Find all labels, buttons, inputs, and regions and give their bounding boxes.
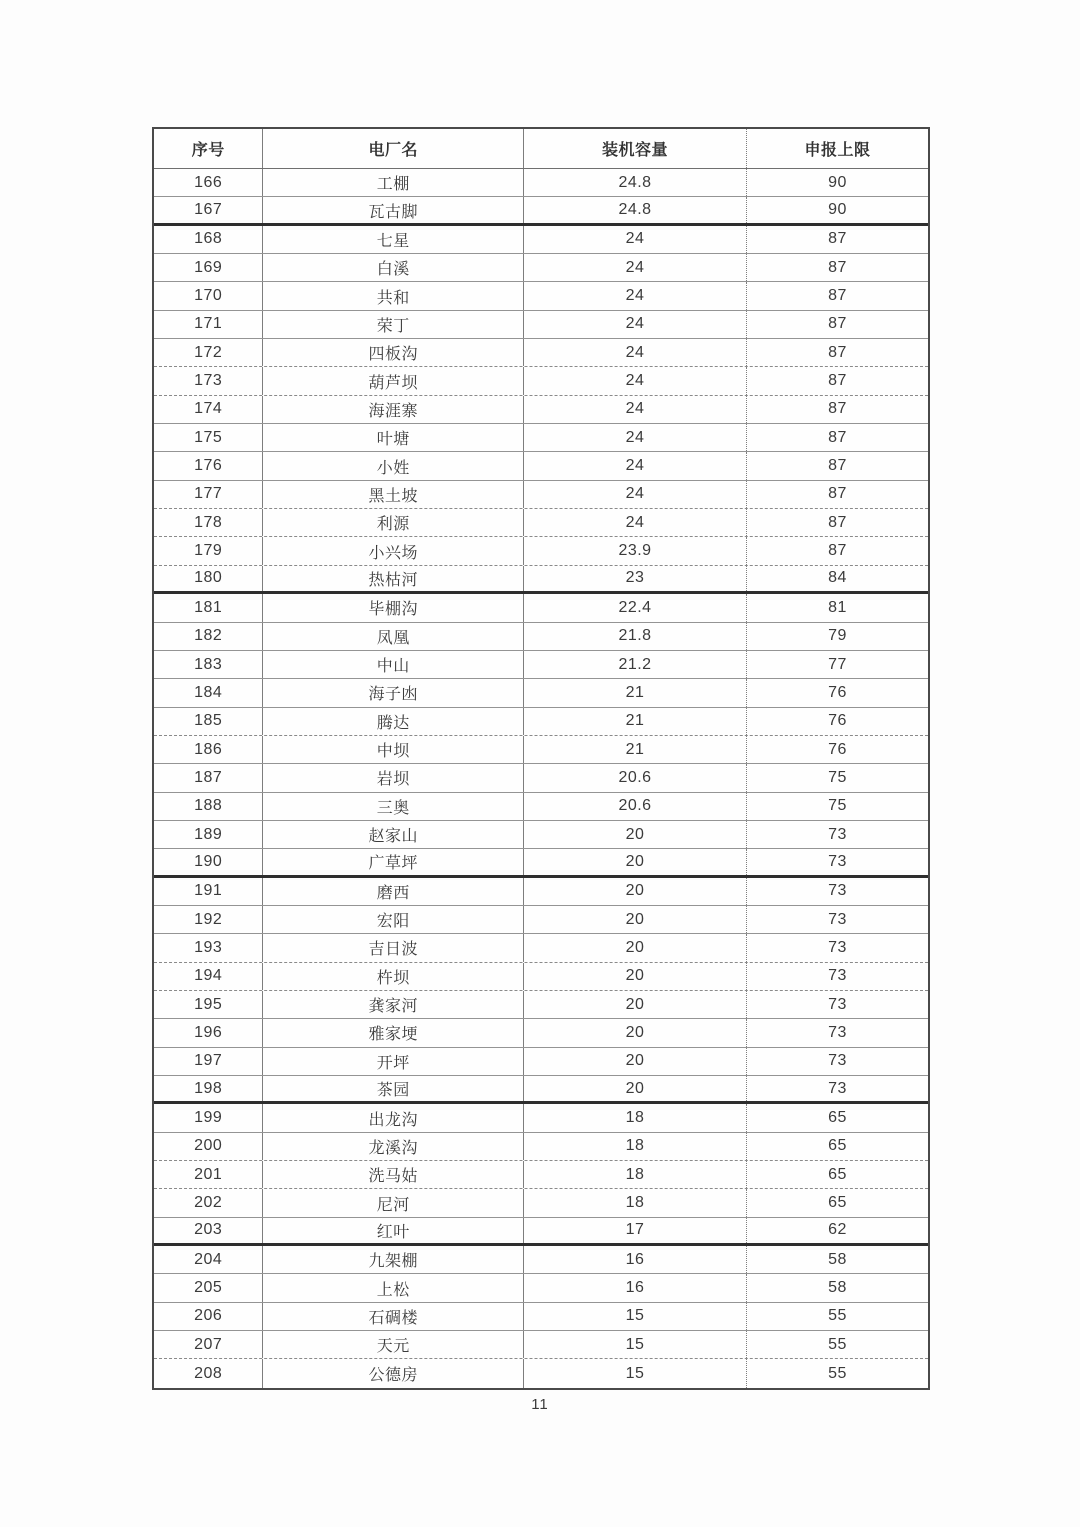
- cell-plant-name: 杵坝: [263, 963, 524, 990]
- cell-installed-capacity: 18: [524, 1161, 747, 1188]
- cell-plant-name: 天元: [263, 1331, 524, 1358]
- cell-installed-capacity: 20: [524, 878, 747, 905]
- table-row: [154, 197, 928, 225]
- cell-declaration-limit: 65: [828, 1137, 847, 1155]
- table-row: [154, 424, 928, 452]
- table-row: [154, 254, 928, 282]
- cell-serial-number: 175: [154, 424, 263, 451]
- cell-installed-capacity: 20: [524, 963, 747, 990]
- cell-serial-number: 178: [154, 509, 263, 536]
- cell-plant-name: 七星: [263, 226, 524, 253]
- cell-serial-number: 167: [154, 197, 263, 222]
- cell-installed-capacity: 20: [524, 991, 747, 1018]
- cell-declaration-limit: 87: [828, 485, 847, 503]
- cell-installed-capacity: 22.4: [524, 594, 747, 621]
- cell-installed-capacity: 24: [524, 424, 747, 451]
- cell-plant-name: 海涯寨: [263, 396, 524, 423]
- cell-plant-name: 白溪: [263, 254, 524, 281]
- cell-plant-name: 广草坪: [263, 849, 524, 874]
- cell-plant-name: 毕棚沟: [263, 594, 524, 621]
- cell-installed-capacity: 24: [524, 509, 747, 536]
- cell-plant-name: 九架棚: [263, 1246, 524, 1273]
- cell-serial-number: 181: [154, 594, 263, 621]
- cell-serial-number: 187: [154, 764, 263, 791]
- cell-declaration-limit: 79: [828, 627, 847, 645]
- cell-installed-capacity: 23: [524, 566, 747, 591]
- table-row: [154, 934, 928, 962]
- cell-installed-capacity: 24: [524, 254, 747, 281]
- cell-installed-capacity: 15: [524, 1331, 747, 1358]
- table-row: [154, 282, 928, 310]
- cell-declaration-limit: 73: [828, 995, 847, 1013]
- cell-declaration-limit: 58: [828, 1250, 847, 1268]
- cell-plant-name: 吉日波: [263, 934, 524, 961]
- cell-serial-number: 168: [154, 226, 263, 253]
- table-row: [154, 708, 928, 736]
- cell-installed-capacity: 17: [524, 1218, 747, 1243]
- table-row: [154, 1331, 928, 1359]
- cell-serial-number: 203: [154, 1218, 263, 1243]
- cell-installed-capacity: 24: [524, 367, 747, 394]
- cell-declaration-limit: 77: [828, 655, 847, 673]
- cell-serial-number: 205: [154, 1274, 263, 1301]
- cell-declaration-limit: 73: [828, 1052, 847, 1070]
- cell-plant-name: 宏阳: [263, 906, 524, 933]
- cell-installed-capacity: 20: [524, 934, 747, 961]
- cell-plant-name: 中山: [263, 651, 524, 678]
- cell-plant-name: 公德房: [263, 1359, 524, 1387]
- cell-installed-capacity: 24.8: [524, 169, 747, 196]
- cell-declaration-limit: 55: [828, 1364, 847, 1382]
- table-row: [154, 651, 928, 679]
- header-plant-name: 电厂名: [263, 129, 524, 168]
- cell-declaration-limit: 87: [828, 287, 847, 305]
- cell-plant-name: 共和: [263, 282, 524, 309]
- table-row: [154, 963, 928, 991]
- cell-declaration-limit: 73: [828, 825, 847, 843]
- cell-serial-number: 176: [154, 452, 263, 479]
- cell-serial-number: 184: [154, 679, 263, 706]
- cell-serial-number: 192: [154, 906, 263, 933]
- cell-serial-number: 191: [154, 878, 263, 905]
- cell-serial-number: 180: [154, 566, 263, 591]
- cell-declaration-limit: 76: [828, 740, 847, 758]
- cell-serial-number: 189: [154, 821, 263, 848]
- cell-declaration-limit: 73: [828, 967, 847, 985]
- cell-declaration-limit: 84: [828, 569, 847, 587]
- table-row: [154, 481, 928, 509]
- cell-serial-number: 207: [154, 1331, 263, 1358]
- cell-declaration-limit: 76: [828, 683, 847, 701]
- cell-plant-name: 葫芦坝: [263, 367, 524, 394]
- cell-serial-number: 204: [154, 1246, 263, 1273]
- cell-plant-name: 岩坝: [263, 764, 524, 791]
- table-body: [154, 169, 928, 1388]
- cell-declaration-limit: 58: [828, 1279, 847, 1297]
- table-row: [154, 679, 928, 707]
- table-row: [154, 367, 928, 395]
- cell-declaration-limit: 87: [828, 428, 847, 446]
- cell-serial-number: 179: [154, 537, 263, 564]
- table-row: [154, 1019, 928, 1047]
- table-row: [154, 169, 928, 197]
- cell-serial-number: 197: [154, 1048, 263, 1075]
- table-row: [154, 764, 928, 792]
- cell-serial-number: 194: [154, 963, 263, 990]
- table-row: [154, 793, 928, 821]
- table-row: [154, 1104, 928, 1132]
- cell-serial-number: 201: [154, 1161, 263, 1188]
- table-row: [154, 537, 928, 565]
- cell-serial-number: 186: [154, 736, 263, 763]
- table-row: [154, 906, 928, 934]
- cell-installed-capacity: 24: [524, 282, 747, 309]
- cell-plant-name: 黑土坡: [263, 481, 524, 508]
- cell-serial-number: 198: [154, 1076, 263, 1101]
- cell-serial-number: 170: [154, 282, 263, 309]
- cell-plant-name: 石碉楼: [263, 1303, 524, 1330]
- cell-serial-number: 174: [154, 396, 263, 423]
- cell-declaration-limit: 87: [828, 258, 847, 276]
- cell-plant-name: 开坪: [263, 1048, 524, 1075]
- table-row: [154, 1246, 928, 1274]
- cell-plant-name: 出龙沟: [263, 1104, 524, 1131]
- table-row: [154, 1076, 928, 1104]
- cell-declaration-limit: 65: [828, 1194, 847, 1212]
- table-row: [154, 878, 928, 906]
- table-row: [154, 623, 928, 651]
- cell-plant-name: 小姓: [263, 452, 524, 479]
- cell-plant-name: 尼河: [263, 1189, 524, 1216]
- cell-plant-name: 茶园: [263, 1076, 524, 1101]
- header-installed-capacity: 装机容量: [524, 129, 747, 168]
- cell-serial-number: 195: [154, 991, 263, 1018]
- cell-serial-number: 172: [154, 339, 263, 366]
- cell-serial-number: 208: [154, 1359, 263, 1387]
- cell-declaration-limit: 73: [828, 852, 847, 870]
- cell-installed-capacity: 20.6: [524, 793, 747, 820]
- cell-plant-name: 洗马姑: [263, 1161, 524, 1188]
- cell-installed-capacity: 18: [524, 1104, 747, 1131]
- cell-serial-number: 185: [154, 708, 263, 735]
- cell-installed-capacity: 20: [524, 849, 747, 874]
- cell-declaration-limit: 55: [828, 1307, 847, 1325]
- cell-plant-name: 上松: [263, 1274, 524, 1301]
- cell-installed-capacity: 20: [524, 1048, 747, 1075]
- cell-plant-name: 瓦古脚: [263, 197, 524, 222]
- table-row: [154, 1218, 928, 1246]
- cell-declaration-limit: 76: [828, 712, 847, 730]
- cell-declaration-limit: 73: [828, 1023, 847, 1041]
- header-serial-number: 序号: [154, 129, 263, 168]
- cell-installed-capacity: 24: [524, 396, 747, 423]
- power-plant-table: [152, 127, 930, 1390]
- cell-serial-number: 166: [154, 169, 263, 196]
- cell-installed-capacity: 20: [524, 906, 747, 933]
- cell-plant-name: 热枯河: [263, 566, 524, 591]
- table-row: [154, 991, 928, 1019]
- cell-serial-number: 177: [154, 481, 263, 508]
- cell-declaration-limit: 81: [828, 598, 847, 616]
- cell-serial-number: 190: [154, 849, 263, 874]
- cell-declaration-limit: 90: [828, 173, 847, 191]
- cell-declaration-limit: 73: [828, 1079, 847, 1097]
- cell-serial-number: 202: [154, 1189, 263, 1216]
- cell-serial-number: 182: [154, 623, 263, 650]
- cell-declaration-limit: 87: [828, 230, 847, 248]
- cell-installed-capacity: 24: [524, 339, 747, 366]
- table-row: [154, 226, 928, 254]
- cell-installed-capacity: 20: [524, 821, 747, 848]
- cell-installed-capacity: 21.8: [524, 623, 747, 650]
- cell-installed-capacity: 16: [524, 1274, 747, 1301]
- cell-declaration-limit: 62: [828, 1221, 847, 1239]
- cell-plant-name: 腾达: [263, 708, 524, 735]
- cell-declaration-limit: 87: [828, 400, 847, 418]
- cell-plant-name: 龚家河: [263, 991, 524, 1018]
- cell-installed-capacity: 24: [524, 311, 747, 338]
- cell-plant-name: 小兴场: [263, 537, 524, 564]
- cell-plant-name: 叶塘: [263, 424, 524, 451]
- cell-plant-name: 工棚: [263, 169, 524, 196]
- cell-plant-name: 磨西: [263, 878, 524, 905]
- cell-declaration-limit: 87: [828, 457, 847, 475]
- cell-installed-capacity: 15: [524, 1303, 747, 1330]
- cell-declaration-limit: 87: [828, 343, 847, 361]
- cell-plant-name: 凤凰: [263, 623, 524, 650]
- cell-installed-capacity: 21: [524, 708, 747, 735]
- cell-installed-capacity: 15: [524, 1359, 747, 1387]
- cell-declaration-limit: 87: [828, 513, 847, 531]
- cell-declaration-limit: 90: [828, 201, 847, 219]
- cell-serial-number: 193: [154, 934, 263, 961]
- table-row: [154, 566, 928, 594]
- table-row: [154, 509, 928, 537]
- cell-serial-number: 200: [154, 1133, 263, 1160]
- table-row: [154, 1359, 928, 1387]
- cell-serial-number: 169: [154, 254, 263, 281]
- table-row: [154, 1133, 928, 1161]
- cell-plant-name: 红叶: [263, 1218, 524, 1243]
- cell-installed-capacity: 20: [524, 1019, 747, 1046]
- cell-plant-name: 三奥: [263, 793, 524, 820]
- cell-declaration-limit: 55: [828, 1335, 847, 1353]
- cell-installed-capacity: 18: [524, 1189, 747, 1216]
- table-row: [154, 1161, 928, 1189]
- cell-plant-name: 龙溪沟: [263, 1133, 524, 1160]
- cell-plant-name: 利源: [263, 509, 524, 536]
- cell-installed-capacity: 24.8: [524, 197, 747, 222]
- cell-installed-capacity: 21: [524, 679, 747, 706]
- cell-installed-capacity: 24: [524, 226, 747, 253]
- cell-plant-name: 中坝: [263, 736, 524, 763]
- table-row: [154, 594, 928, 622]
- table-header-row: [154, 129, 928, 169]
- cell-declaration-limit: 75: [828, 768, 847, 786]
- cell-serial-number: 188: [154, 793, 263, 820]
- cell-installed-capacity: 21.2: [524, 651, 747, 678]
- table-row: [154, 1189, 928, 1217]
- table-row: [154, 452, 928, 480]
- table-row: [154, 311, 928, 339]
- cell-declaration-limit: 73: [828, 910, 847, 928]
- table-row: [154, 1274, 928, 1302]
- page-number: 11: [531, 1396, 549, 1413]
- cell-serial-number: 183: [154, 651, 263, 678]
- cell-declaration-limit: 65: [828, 1165, 847, 1183]
- cell-serial-number: 196: [154, 1019, 263, 1046]
- cell-declaration-limit: 75: [828, 797, 847, 815]
- cell-plant-name: 荣丁: [263, 311, 524, 338]
- cell-plant-name: 海子凼: [263, 679, 524, 706]
- cell-installed-capacity: 20.6: [524, 764, 747, 791]
- table-row: [154, 821, 928, 849]
- cell-declaration-limit: 73: [828, 882, 847, 900]
- cell-serial-number: 173: [154, 367, 263, 394]
- cell-serial-number: 171: [154, 311, 263, 338]
- table-row: [154, 1048, 928, 1076]
- cell-plant-name: 雅家埂: [263, 1019, 524, 1046]
- cell-installed-capacity: 23.9: [524, 537, 747, 564]
- table-row: [154, 1303, 928, 1331]
- table-row: [154, 849, 928, 877]
- table-row: [154, 736, 928, 764]
- cell-declaration-limit: 73: [828, 938, 847, 956]
- cell-serial-number: 206: [154, 1303, 263, 1330]
- cell-plant-name: 赵家山: [263, 821, 524, 848]
- cell-installed-capacity: 24: [524, 452, 747, 479]
- table-row: [154, 396, 928, 424]
- cell-installed-capacity: 20: [524, 1076, 747, 1101]
- header-declaration-limit: 申报上限: [804, 142, 871, 159]
- cell-installed-capacity: 21: [524, 736, 747, 763]
- cell-declaration-limit: 87: [828, 315, 847, 333]
- cell-installed-capacity: 24: [524, 481, 747, 508]
- cell-installed-capacity: 18: [524, 1133, 747, 1160]
- cell-declaration-limit: 65: [828, 1109, 847, 1127]
- table-row: [154, 339, 928, 367]
- cell-installed-capacity: 16: [524, 1246, 747, 1273]
- cell-plant-name: 四板沟: [263, 339, 524, 366]
- cell-declaration-limit: 87: [828, 542, 847, 560]
- cell-declaration-limit: 87: [828, 372, 847, 390]
- cell-serial-number: 199: [154, 1104, 263, 1131]
